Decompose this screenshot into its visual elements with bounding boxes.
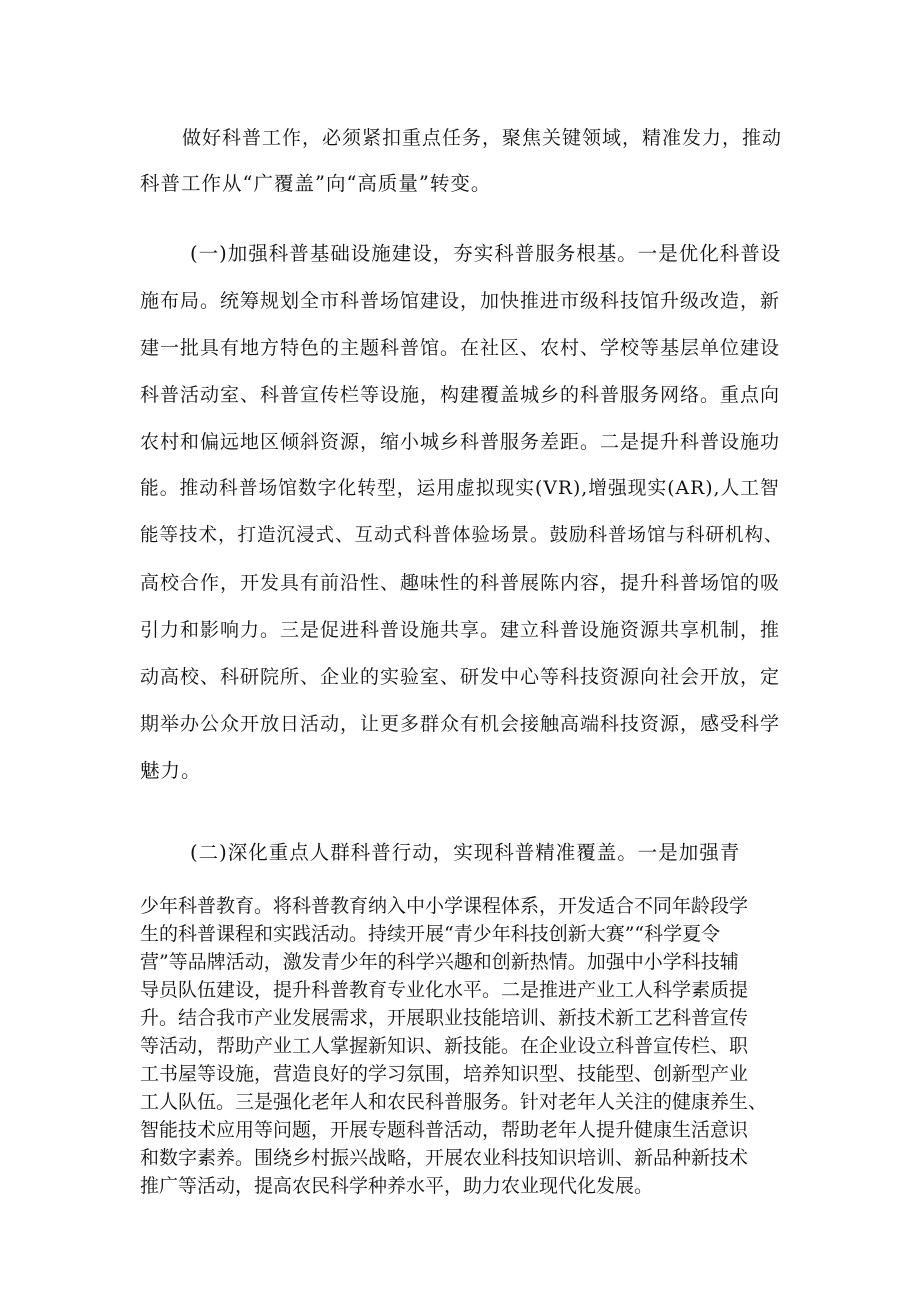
- section1-line: 魅力。: [140, 759, 202, 782]
- section2-line: 和数字素养。围绕乡村振兴战略，开展农业科技知识培训、新品种新技术: [140, 1147, 749, 1169]
- section2-heading-line: (二)深化重点人群科普行动，实现科普精准覆盖。一是加强青: [190, 841, 741, 864]
- section2-line: 工书屋等设施，营造良好的学习氛围，培养知识型、技能型、创新型产业: [140, 1063, 749, 1085]
- section1-heading-line: (一)加强科普基础设施建设，夯实科普服务根基。一是优化科普设: [190, 242, 782, 265]
- section1-line: 能。推动科普场馆数字化转型，运用虚拟现实(VR),增强现实(AR),人工智: [140, 478, 780, 499]
- intro-line-1: 做好科普工作，必须紧扣重点任务，聚焦关键领域，精准发力，推动: [182, 127, 783, 149]
- section2-line: 等活动，帮助产业工人掌握新知识、新技能。在企业设立科普宣传栏、职: [140, 1035, 749, 1057]
- section2-line: 工人队伍。三是强化老年人和农民科普服务。针对老年人关注的健康养生、: [140, 1091, 768, 1113]
- section1-line: 施布局。统筹规划全市科普场馆建设，加快推进市级科技馆升级改造，新: [140, 290, 781, 312]
- section1-line: 农村和偏远地区倾斜资源，缩小城乡科普服务差距。二是提升科普设施功: [140, 431, 781, 453]
- section2-line: 导员队伍建设，提升科普教育专业化水平。二是推进产业工人科学素质提: [140, 979, 749, 1001]
- section1-line: 高校合作，开发具有前沿性、趣味性的科普展陈内容，提升科普场馆的吸: [140, 572, 781, 594]
- section1-line: 科普活动室、科普宣传栏等设施，构建覆盖城乡的科普服务网络。重点向: [140, 384, 781, 406]
- section2-line: 升。结合我市产业发展需求，开展职业技能培训、新技术新工艺科普宣传: [140, 1007, 749, 1029]
- intro-line-2: 科普工作从“广覆盖”向“高质量”转变。: [140, 172, 492, 195]
- section1-line: 动高校、科研院所、企业的实验室、研发中心等科技资源向社会开放，定: [140, 666, 781, 688]
- section1-line: 能等技术，打造沉浸式、互动式科普体验场景。鼓励科普场馆与科研机构、: [140, 525, 784, 546]
- section1-line: 建一批具有地方特色的主题科普馆。在社区、农村、学校等基层单位建设: [140, 337, 781, 359]
- section2-line: 生的科普课程和实践活动。持续开展“青少年科技创新大赛”“科学夏令: [140, 923, 721, 945]
- section2-line: 智能技术应用等问题，开展专题科普活动，帮助老年人提升健康生活意识: [140, 1119, 749, 1141]
- section1-line: 期举办公众开放日活动，让更多群众有机会接触高端科技资源，感受科学: [140, 713, 781, 735]
- section2-line: 营”等品牌活动，激发青少年的科学兴趣和创新热情。加强中小学科技辅: [140, 951, 739, 973]
- section1-line: 引力和影响力。三是促进科普设施共享。建立科普设施资源共享机制，推: [140, 619, 781, 641]
- section2-line: 推广等活动，提高农民科学种养水平，助力农业现代化发展。: [140, 1175, 654, 1197]
- section2-line: 少年科普教育。将科普教育纳入中小学课程体系，开发适合不同年龄段学: [140, 895, 749, 917]
